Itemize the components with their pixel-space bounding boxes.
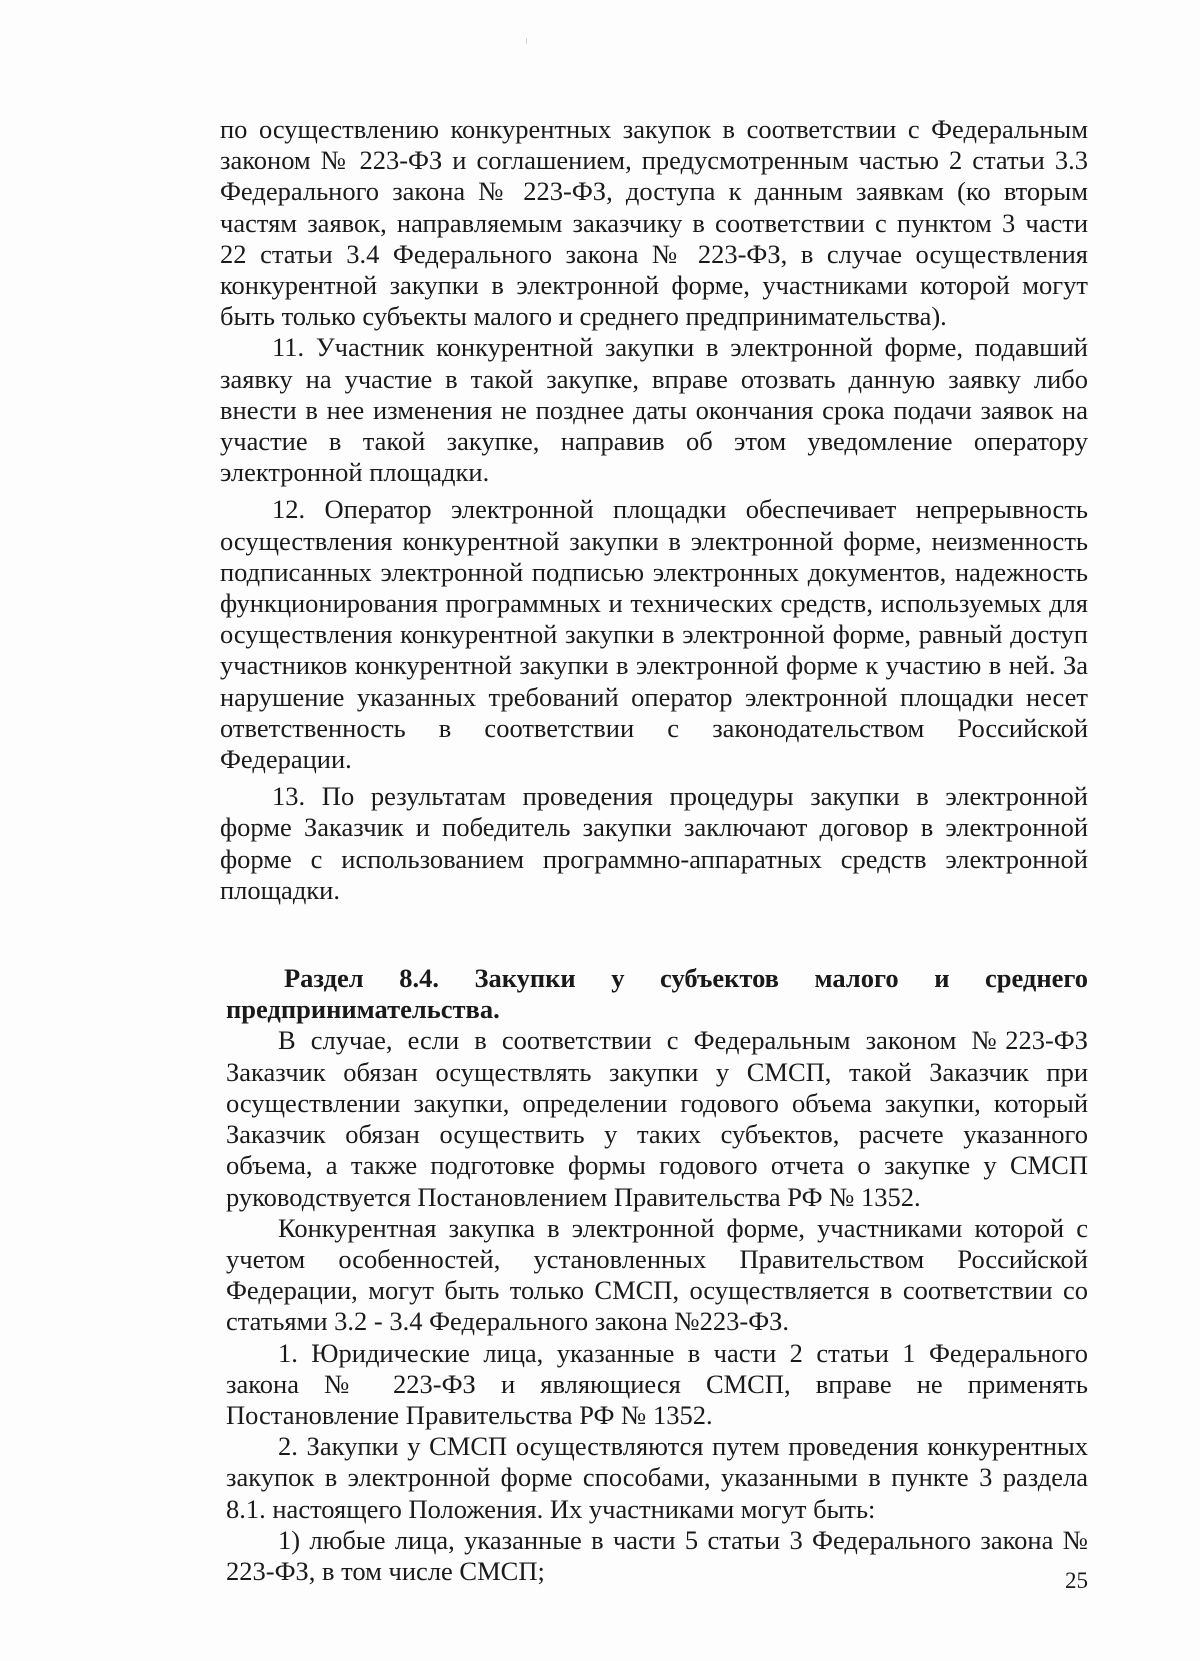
- paragraph-competitive-purchase: Конкурентная закупка в электронной форме, участниками которой с учетом особенностей, установленных Правительством Российской Федерации, могут быть только СМСП, осуществляется в соответствии со статьями 3.2 - 3.4 Федерального закона №223-ФЗ.: [226, 1212, 1088, 1337]
- scan-mark: [526, 38, 527, 44]
- paragraph-subitem-1: 1) любые лица, указанные в части 5 статьи 3 Федерального закона № 223-ФЗ, в том числе СМСП;: [226, 1524, 1088, 1586]
- section-8-4: [220, 963, 1088, 1587]
- section-heading: Раздел 8.4. Закупки у субъектов малого и среднего предпринимательства.: [226, 963, 1088, 1025]
- paragraph-smsp-obligation: В случае, если в соответствии с Федеральным законом №223-ФЗ Заказчик обязан осуществлять закупки у СМСП, такой Заказчик при осуществлении закупки, определении годового объема закупки, который Заказчик обязан осуществить у таких субъектов, расчете указанного объема, а также подготовке формы годового отчета о закупке у СМСП руководствуется Постановлением Правительства РФ № 1352.: [226, 1025, 1088, 1212]
- paragraph-continuation: по осуществлению конкурентных закупок в соответствии с Федеральным законом № 223-ФЗ и соглашением, предусмотренным частью 2 статьи 3.3 Федерального закона № 223-ФЗ, доступа к данным заявкам (ко вторым частям заявок, направляемым заказчику в соответствии с пунктом 3 части 22 статьи 3.4 Федерального закона № 223-ФЗ, в случае осуществления конкурентной закупки в электронной форме, участниками которой могут быть только субъекты малого и среднего предпринимательства).: [220, 114, 1088, 332]
- paragraph-item-2: 2. Закупки у СМСП осуществляются путем проведения конкурентных закупок в электронной форме способами, указанными в пункте 3 раздела 8.1. настоящего Положения. Их участниками могут быть:: [226, 1431, 1088, 1524]
- paragraph-item-1: 1. Юридические лица, указанные в части 2 статьи 1 Федерального закона № 223-ФЗ и являющиеся СМСП, вправе не применять Постановление Правительства РФ № 1352.: [226, 1337, 1088, 1430]
- paragraph-item-11: 11. Участник конкурентной закупки в электронной форме, подавший заявку на участие в такой закупке, вправе отозвать данную заявку либо внести в нее изменения не позднее даты окончания срока подачи заявок на участие в такой закупке, направив об этом уведомление оператору электронной площадки.: [220, 332, 1088, 488]
- page-number: 25: [1065, 1568, 1088, 1593]
- paragraph-item-13: 13. По результатам проведения процедуры закупки в электронной форме Заказчик и победитель закупки заключают договор в электронной форме с использованием программно-аппаратных средств электронной площадки.: [220, 781, 1088, 905]
- paragraph-item-12: 12. Оператор электронной площадки обеспечивает непрерывность осуществления конкурентной закупки в электронной форме, неизменность подписанных электронной подписью электронных документов, надежность функционирования программных и технических средств, используемых для осуществления конкурентной закупки в электронной форме, равный доступ участников конкурентной закупки в электронной форме к участию в ней. За нарушение указанных требований оператор электронной площадки несет ответственность в соответствии с законодательством Российской Федерации.: [220, 494, 1088, 775]
- document-body: [220, 114, 1088, 1587]
